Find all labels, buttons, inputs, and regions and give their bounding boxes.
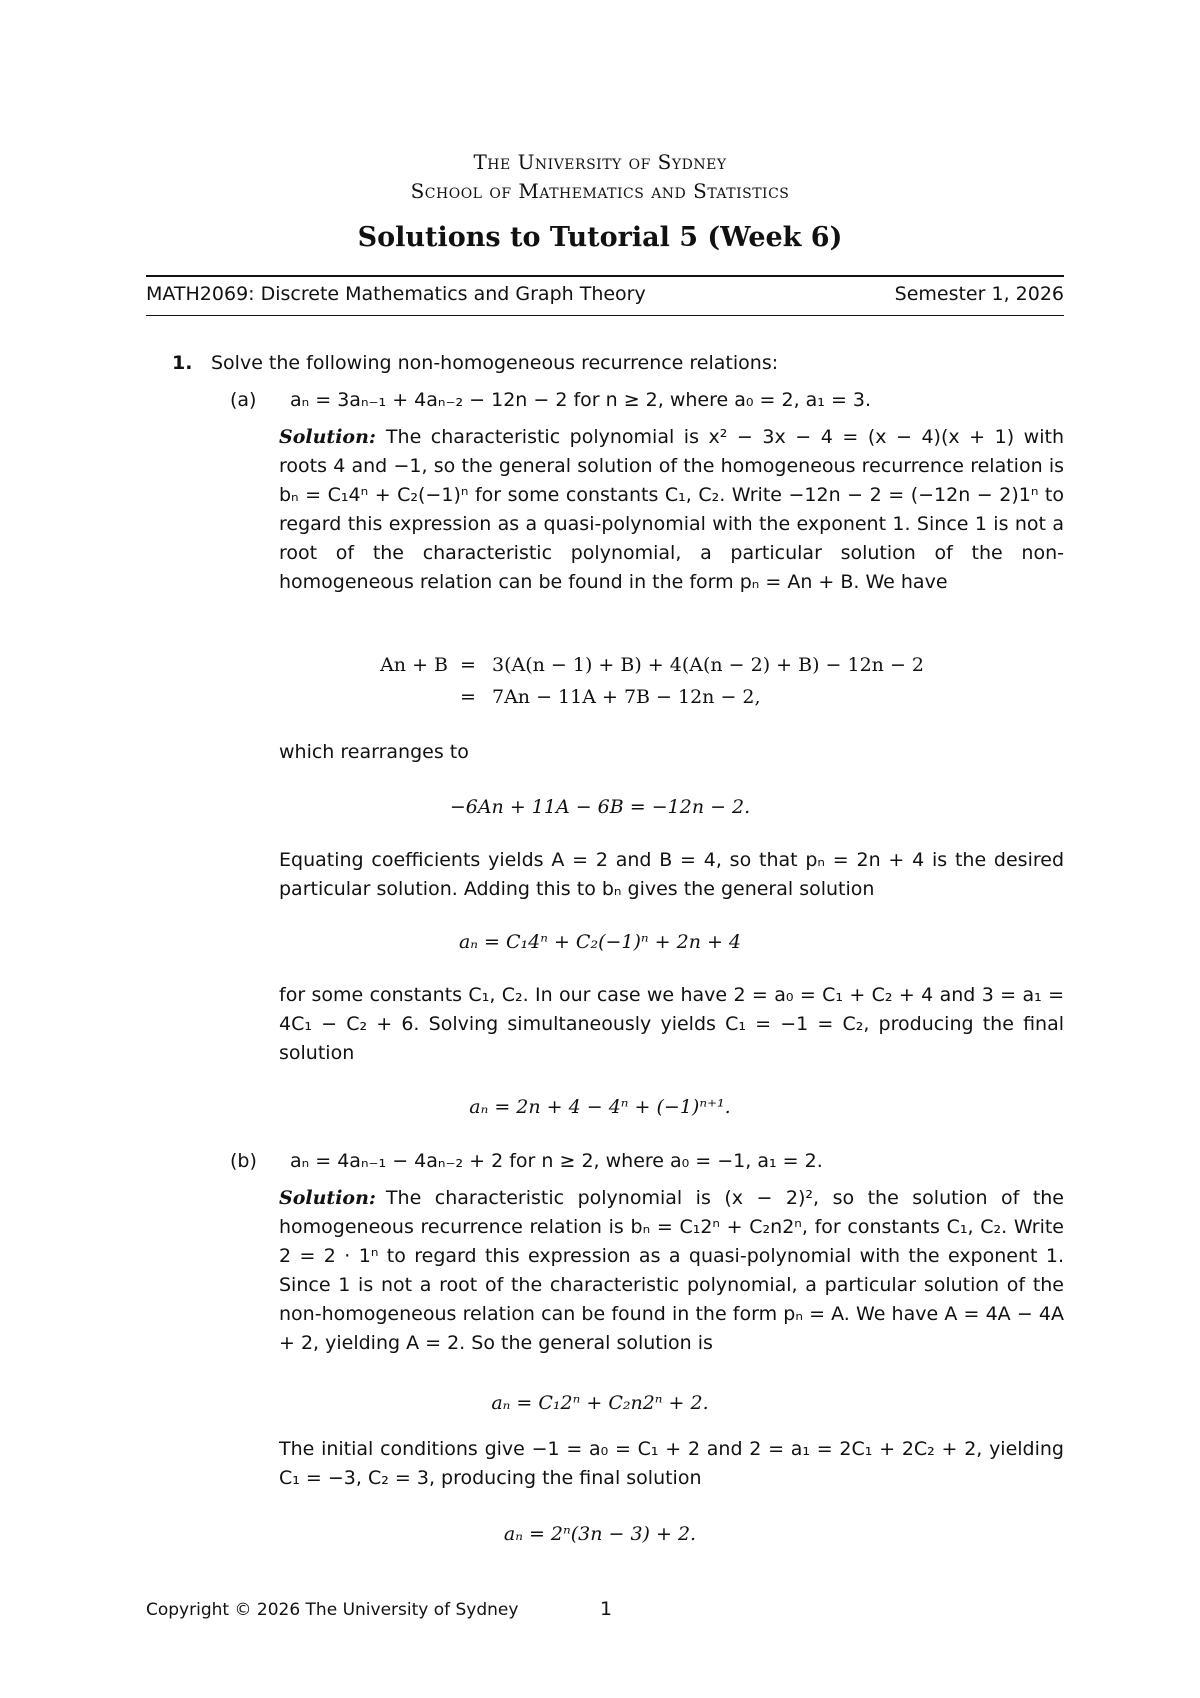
copyright-notice: Copyright © 2026 The University of Sydney: [146, 1600, 519, 1620]
part-b-statement: aₙ = 4aₙ₋₁ − 4aₙ₋₂ + 2 for n ≥ 2, where a₀ = −1, a₁ = 2.: [290, 1150, 823, 1172]
bottom-rule: [146, 315, 1064, 316]
equation-general-solution: aₙ = C₁4ⁿ + C₂(−1)ⁿ + 2n + 4: [458, 931, 742, 953]
university-name: The University of Sydney: [473, 150, 727, 174]
document-title: Solutions to Tutorial 5 (Week 6): [357, 222, 843, 253]
page-number: 1: [600, 1598, 613, 1620]
equation-final-solution-a: aₙ = 2n + 4 − 4ⁿ + (−1)ⁿ⁺¹.: [469, 1096, 731, 1118]
eq-lhs: An + B: [380, 654, 448, 676]
part-a-statement: aₙ = 3aₙ₋₁ + 4aₙ₋₂ − 12n − 2 for n ≥ 2, where a₀ = 2, a₁ = 3.: [290, 389, 872, 411]
course-name: MATH2069: Discrete Mathematics and Graph Theory: [146, 283, 646, 305]
eq-rhs-1: 3(A(n − 1) + B) + 4(A(n − 2) + B) − 12n − 2: [492, 654, 924, 676]
equation-rearranged: −6An + 11A − 6B = −12n − 2.: [449, 796, 751, 818]
top-rule: [146, 275, 1064, 277]
equation-general-solution-b: aₙ = C₁2ⁿ + C₂n2ⁿ + 2.: [491, 1392, 709, 1414]
part-a-label: (a): [230, 389, 257, 411]
part-b-para1-text: The characteristic polynomial is (x − 2)², so the solution of the homogeneous recurrence relation is bₙ = C₁2ⁿ + C₂n2ⁿ, for constants C₁, C₂. Write 2 = 2 · 1ⁿ to regard this expression as a quasi-polynomial with the exponent 1. Since 1 is not a root of the characteristic polynomial, a particular solution of the non-homogeneous relation can be found in the form pₙ = A. We have A = 4A − 4A + 2, yielding A = 2. So the general solution is: [279, 1187, 1064, 1354]
eq-sign-2: =: [460, 686, 476, 708]
eq-sign-1: =: [460, 654, 476, 676]
part-a-para2: Equating coefficients yields A = 2 and B = 4, so that pₙ = 2n + 4 is the desired particular solution. Adding this to bₙ gives the general solution: [279, 849, 1064, 900]
eq-rhs-2: 7An − 11A + 7B − 12n − 2,: [492, 686, 761, 708]
semester-label: Semester 1, 2026: [894, 283, 1064, 305]
question-number: 1.: [172, 352, 193, 374]
school-name: School of Mathematics and Statistics: [410, 179, 790, 203]
rearranges-text: which rearranges to: [279, 741, 469, 763]
part-b-label: (b): [230, 1150, 257, 1172]
part-a-solution-para1: [279, 423, 1064, 655]
equation-final-solution-b: aₙ = 2ⁿ(3n − 3) + 2.: [503, 1523, 697, 1545]
part-a-para1-text: The characteristic polynomial is x² − 3x − 4 = (x − 4)(x + 1) with roots 4 and −1, so the general solution of the homogeneous recurrence relation is bₙ = C₁4ⁿ + C₂(−1)ⁿ for some constants C₁, C₂. Write −12n − 2 = (−12n − 2)1ⁿ to regard this expression as a quasi-polynomial with the exponent 1. Since 1 is not a root of the characteristic polynomial, a particular solution of the non-homogeneous relation can be found in the form pₙ = An + B. We have: [279, 426, 1064, 593]
part-a-para3: for some constants C₁, C₂. In our case we have 2 = a₀ = C₁ + C₂ + 4 and 3 = a₁ = 4C₁ − C₂ + 6. Solving simultaneously yields C₁ = −1 = C₂, producing the final solution: [279, 984, 1064, 1064]
solution-label: Solution:: [279, 1187, 376, 1209]
solution-label: Solution:: [279, 426, 376, 448]
part-b-solution-para1: [279, 1184, 1064, 1387]
question-prompt: Solve the following non-homogeneous recurrence relations:: [211, 352, 779, 374]
part-b-para2: The initial conditions give −1 = a₀ = C₁ + 2 and 2 = a₁ = 2C₁ + 2C₂ + 2, yielding C₁ = −3, C₂ = 3, producing the final solution: [279, 1438, 1064, 1489]
